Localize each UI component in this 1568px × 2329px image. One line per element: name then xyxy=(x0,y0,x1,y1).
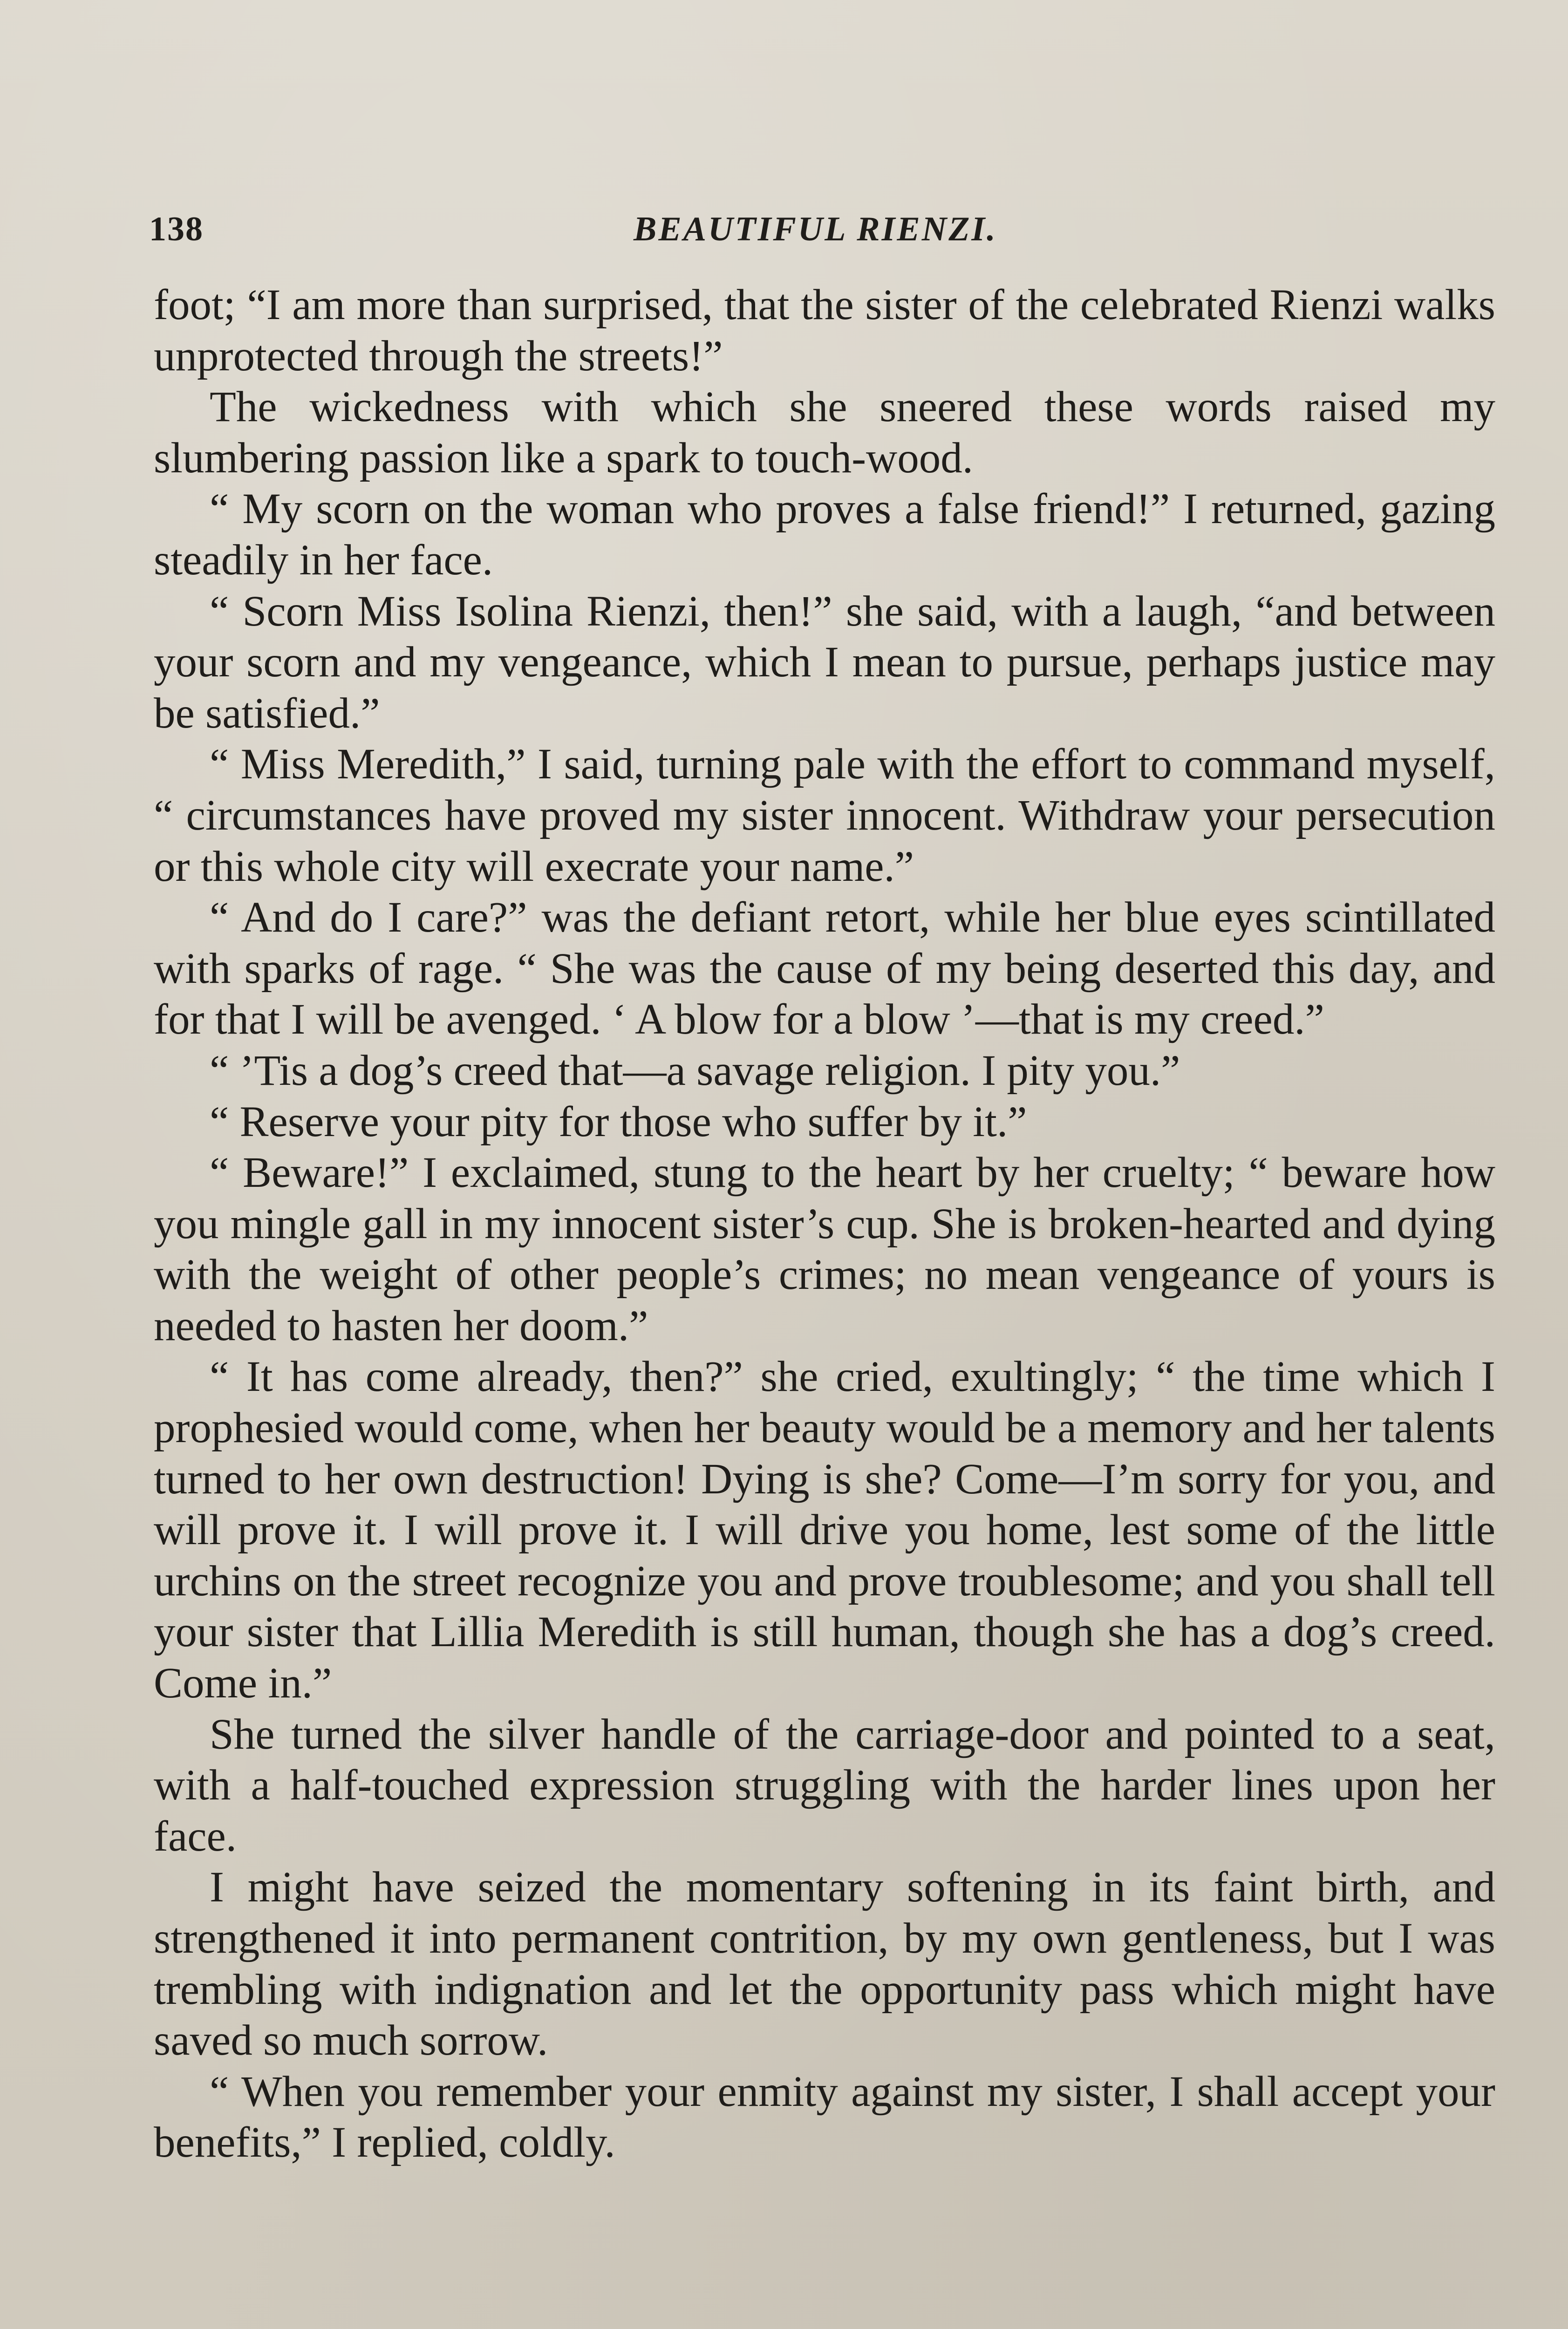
paragraph: foot; “I am more than surprised, that the sister of the celebrated Rienzi walks unprotected through the streets!” xyxy=(154,281,1495,380)
running-title: BEAUTIFUL RIENZI. xyxy=(634,210,997,248)
body-text xyxy=(154,279,1495,2168)
paragraph: “ Beware!” I exclaimed, stung to the heart by her cruelty; “ beware how you mingle gall in my innocent sister’s cup. She is broken-hearted and dying with the weight of other people’s crimes; no mean vengeance of yours is needed to hasten her doom.” xyxy=(154,1149,1495,1350)
paragraph: “ My scorn on the woman who proves a false friend!” I returned, gazing steadily in her face. xyxy=(154,485,1495,584)
page-number: 138 xyxy=(149,210,204,248)
paragraph: “ Reserve your pity for those who suffer by it.” xyxy=(210,1097,1027,1146)
paragraph: “ When you remember your enmity against my sister, I shall accept your benefits,” I replied, coldly. xyxy=(154,2067,1495,2167)
paragraph: “ And do I care?” was the defiant retort, while her blue eyes scintillated with sparks of rage. “ She was the cause of my being deserted this day, and for that I will be avenged. ‘ A blow for a blow ’—that is my creed.” xyxy=(154,893,1495,1044)
paragraph: “ It has come already, then?” she cried, exultingly; “ the time which I prophesied would come, when her beauty would be a memory and her talents turned to her own destruction! Dying is she? Come—I’m sorry for you, and will prove it. I will prove it. I will drive you home, lest some of the little urchins on the street recognize you and prove troublesome; and you shall tell your sister that Lillia Meredith is still human, though she has a dog’s creed. Come in.” xyxy=(154,1353,1495,1708)
paragraph: “ Miss Meredith,” I said, turning pale with the effort to command myself, “ circumstances have proved my sister innocent. Withdraw your persecution or this whole city will execrate your name.” xyxy=(154,740,1495,891)
paragraph: The wickedness with which she sneered these words raised my slumbering passion like a spark to touch-wood. xyxy=(154,383,1495,482)
paragraph: I might have seized the momentary softening in its faint birth, and strengthened it into permanent contrition, by my own gentleness, but I was trembling with indignation and let the opportunity pass which might have saved so much sorrow. xyxy=(154,1863,1495,2065)
paragraph: “ ’Tis a dog’s creed that—a savage religion. I pity you.” xyxy=(210,1046,1180,1095)
paragraph: She turned the silver handle of the carriage-door and pointed to a seat, with a half-touched expression struggling with the harder lines upon her face. xyxy=(154,1710,1495,1860)
page-header xyxy=(149,200,1500,266)
paragraph: “ Scorn Miss Isolina Rienzi, then!” she said, with a laugh, “and between your scorn and my vengeance, which I mean to pursue, perhaps justice may be satisfied.” xyxy=(154,587,1495,737)
